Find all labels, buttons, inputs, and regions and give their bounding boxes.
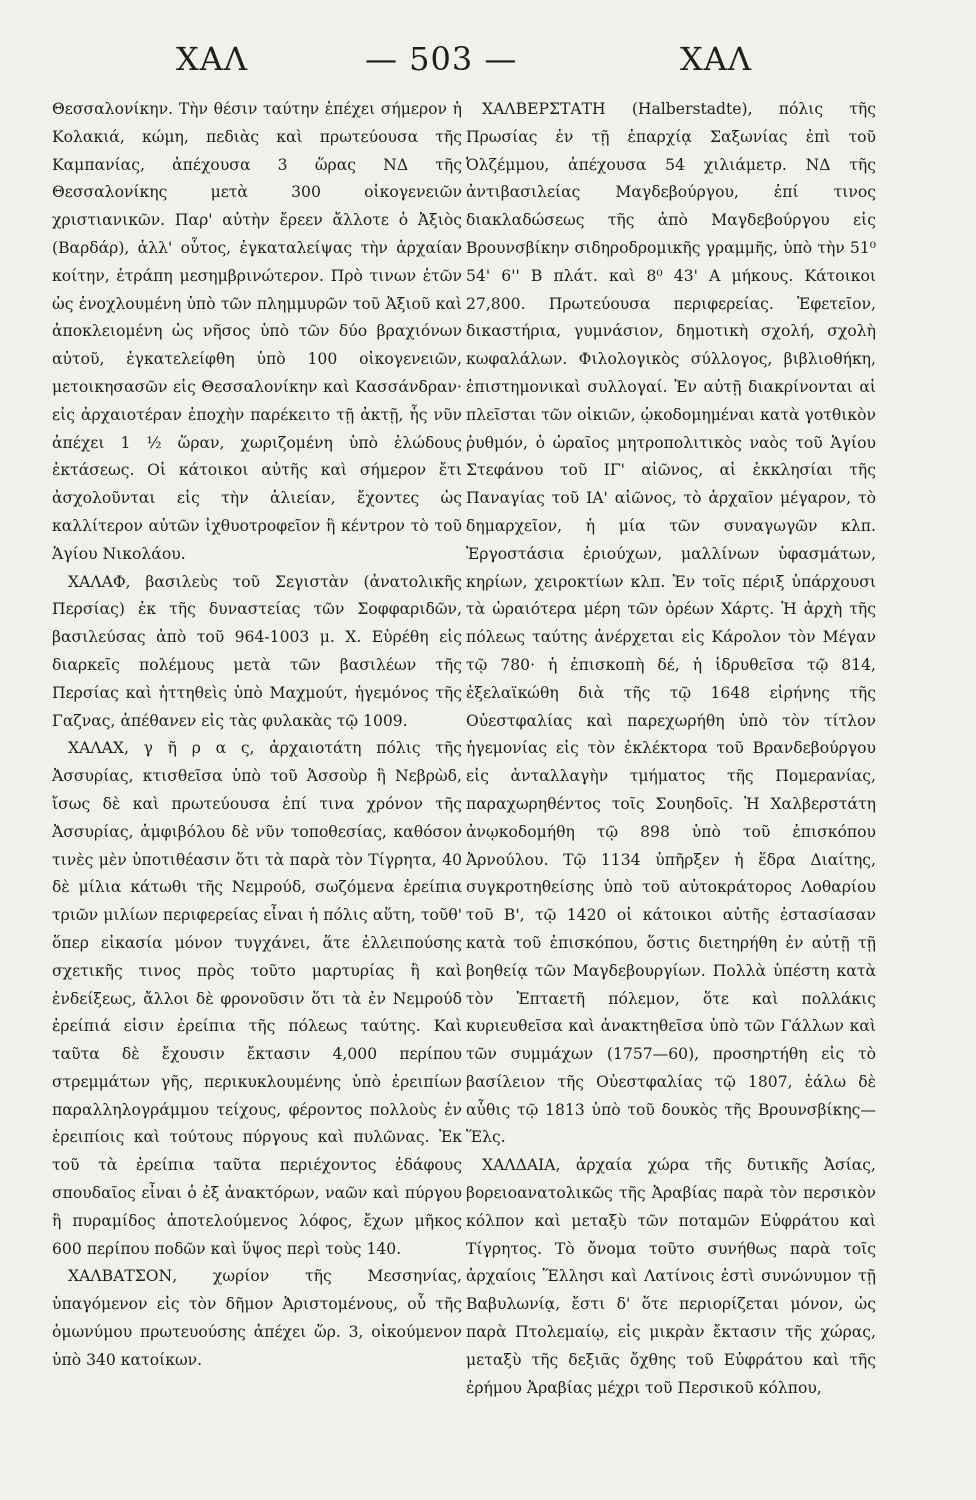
header-left-word: ΧΑΛ (176, 40, 248, 78)
entry-chalaf: ΧΑΛΑΦ, βασιλεὺς τοῦ Σεγιστὰν (ἀνατολικῆς Περσίας) ἐκ τῆς δυναστείας τῶν Σοφφαριδῶν, βασιλεύσας ἀπὸ τοῦ 964-1003 μ. Χ. Εὑρέθη εἰς διαρκεῖς πολέμους μετὰ τῶν βασιλέων τῆς Περσίας καὶ ἡττηθεὶς ὑπὸ Μαχμούτ, ἡγεμόνος τῆς Γαζνας, ἀπέθανεν εἰς τὰς φυλακὰς τῷ 1009. (52, 572, 462, 730)
right-column (466, 96, 876, 1402)
entry-chalach: ΧΑΛΑΧ, γ ῆ ρ α ς, ἀρχαιοτάτη πόλις τῆς Ἀσσυρίας, κτισθεῖσα ὑπὸ τοῦ Ἀσσοὺρ ἢ Νεβρὼδ, ἴσως δὲ καὶ πρωτεύουσα ἐπί τινα χρόνον τῆς Ἀσσυρίας, ἀμφιβόλου δὲ νῦν τοποθεσίας, καθόσον τινὲς μὲν ὑποτιθέασιν ὅτι τὰ παρὰ τὸν Τίγρητα, 40 δὲ μίλια κάτωθι τῆς Νεμρούδ, σωζόμενα ἐρείπια τριῶν μιλίων περιφερείας εἶναι ἡ πόλις αὕτη, τοῦθ' ὅπερ εἰκασία μόνον τυγχάνει, ἅτε ἐλλειπούσης σχετικῆς τινος πρὸς τοῦτο μαρτυρίας ἢ καὶ ἐνδείξεως, ἄλλοι δὲ φρονοῦσιν ὅτι τὰ ἐν Νεμρούδ ἐρείπιά εἰσιν ἐρείπια τῆς πόλεως ταύτης. Καὶ ταῦτα δὲ ἔχουσιν ἔκτασιν 4,000 περίπου στρεμμάτων γῆς, περικυκλουμένης ὑπὸ ἐρειπίων παραλληλογράμμου τείχους, φέροντος πολλοὺς ἐν ἐρειπίοις καὶ τούτους πύργους καὶ πυλῶνας. Ἐκ τοῦ τὰ ἐρείπια ταῦτα περιέχοντος ἐδάφους σπουδαῖος εἶναι ὁ ἐξ ἀνακτόρων, ναῶν καὶ πύργου ἢ πυραμίδος ἀποτελούμενος λόφος, ἔχων μῆκος 600 περίπου ποδῶν καὶ ὕψος περὶ τοὺς 140. (52, 739, 462, 1258)
text-continuation: Θεσσαλονίκην. Τὴν θέσιν ταύτην ἐπέχει σήμερον ἡ Κολακιά, κώμη, πεδιὰς καὶ πρωτεύουσα τῆς Καμπανίας, ἀπέχουσα 3 ὥρας ΝΔ τῆς Θεσσαλονίκης μετὰ 300 οἰκογενειῶν χριστιανικῶν. Παρ' αὐτὴν ἔρεεν ἄλλοτε ὁ Ἀξιὸς (Βαρδάρ), ἀλλ' οὗτος, ἐγκαταλείψας τὴν ἀρχαίαν κοίτην, ἐτράπη μεσημβρινώτερον. Πρὸ τινων ἐτῶν ὡς ἐνοχλουμένη ὑπὸ τῶν πλημμυρῶν τοῦ Ἀξιοῦ καὶ ἀποκλειομένη ὡς νῆσος ὑπὸ τῶν δύο βραχιόνων αὐτοῦ, ἐγκατελείφθη ὑπὸ 100 οἰκογενειῶν, μετοικησασῶν εἰς Θεσσαλονίκην καὶ Κασσάνδραν· εἰς ἀρχαιοτέραν ἐποχὴν παρέκειτο τῇ ἀκτῇ, ἧς νῦν ἀπέχει 1 ½ ὥραν, χωριζομένη ὑπὸ ἑλώδους ἐκτάσεως. Οἱ κάτοικοι αὐτῆς καὶ σήμερον ἔτι ἀσχολοῦνται εἰς τὴν ἁλιείαν, ἔχοντες ὡς καλλίτερον αὐτῶν ἰχθυοτροφεῖον ἢ κέντρον τὸ τοῦ Ἁγίου Νικολάου. (52, 100, 462, 563)
left-column (52, 96, 462, 1375)
entry-chaldaia: ΧΑΛΔΑΙΑ, ἀρχαία χώρα τῆς δυτικῆς Ἀσίας, βορειοανατολικῶς τῆς Ἀραβίας παρὰ τὸν περσικὸν κόλπον καὶ μεταξὺ τῶν ποταμῶν Εὐφράτου καὶ Τίγρητος. Τὸ ὄνομα τοῦτο συνήθως παρὰ τοῖς ἀρχαίοις Ἕλλησι καὶ Λατίνοις ἐστὶ συνώνυμον τῇ Βαβυλωνίᾳ, ἔστι δ' ὅτε περιορίζεται μόνον, ὡς παρὰ Πτολεμαίῳ, εἰς μικρὰν ἔκτασιν τῆς χώρας, μεταξὺ τῆς δεξιᾶς ὄχθης τοῦ Εὐφράτου καὶ τῆς ἐρήμου Ἀραβίας μέχρι τοῦ Περσικοῦ κόλπου, (466, 1156, 876, 1397)
entry-chalverstati: ΧΑΛΒΕΡΣΤΑΤΗ (Halberstadte), πόλις τῆς Πρωσίας ἐν τῇ ἐπαρχίᾳ Σαξωνίας ἐπὶ τοῦ Ὀλζέμμου, ἀπέχουσα 54 χιλιάμετρ. ΝΔ τῆς ἀντιβασιλείας Μαγδεβούργου, ἐπί τινος διακλαδώσεως τῆς ἀπὸ Μαγδεβούργου εἰς Βρουνσβίκην σιδηροδρομικῆς γραμμῆς, ὑπὸ τὴν 51⁰ 54' 6'' Β πλάτ. καὶ 8⁰ 43' Α μήκους. Κάτοικοι 27,800. Πρωτεύουσα περιφερείας. Ἐφετεῖον, δικαστήρια, γυμνάσιον, δημοτικὴ σχολή, σχολὴ κωφαλάλων. Φιλολογικὸς σύλλογος, βιβλιοθήκη, ἐπιστημονικαὶ συλλογαί. Ἐν αὐτῇ διακρίνονται αἱ πλεῖσται τῶν οἰκιῶν, ᾠκοδομημέναι κατὰ γοτθικὸν ῥυθμόν, ὁ ὡραῖος μητροπολιτικὸς ναὸς τοῦ Ἁγίου Στεφάνου τοῦ ΙΓ' αἰῶνος, αἱ ἐκκλησίαι τῆς Παναγίας τοῦ ΙΑ' αἰῶνος, τὸ ἀρχαῖον μέγαρον, τὸ δημαρχεῖον, ἡ μία τῶν συναγωγῶν κλπ. Ἐργοστάσια ἐριούχων, μαλλίνων ὑφασμάτων, κηρίων, χειροκτίων κλπ. Ἐν τοῖς πέριξ ὑπάρχουσι τὰ ὡραιότερα μέρη τῶν ὀρέων Χάρτς. Ἡ ἀρχὴ τῆς πόλεως ταύτης ἀνέρχεται εἰς Κάρολον τὸν Μέγαν τῷ 780· ἡ ἐπισκοπὴ δέ, ἡ ἱδρυθεῖσα τῷ 814, ἐξελαϊκώθη διὰ τῆς τῷ 1648 εἰρήνης τῆς Οὐεστφαλίας καὶ παρεχωρήθη ὑπὸ τὸν τίτλον ἡγεμονίας εἰς τὸν ἐκλέκτορα τοῦ Βρανδεβούργου εἰς ἀνταλλαγὴν τμήματος τῆς Πομερανίας, παραχωρηθέντος τοῖς Σουηδοῖς. Ἡ Χαλβερστάτη ἀνῳκοδομήθη τῷ 898 ὑπὸ τοῦ ἐπισκόπου Ἀρνούλου. Τῷ 1134 ὑπῆρξεν ἡ ἕδρα Διαίτης, συγκροτηθείσης ὑπὸ τοῦ αὐτοκράτορος Λοθαρίου τοῦ Β', τῷ 1420 οἱ κάτοικοι αὐτῆς ἐστασίασαν κατὰ τοῦ ἐπισκόπου, ὅστις διετηρήθη ἐν αὐτῇ τῇ βοηθείᾳ τῶν Μαγδεβουργίων. Πολλὰ ὑπέστη κατὰ τὸν Ἑπταετῆ πόλεμον, ὅτε καὶ πολλάκις κυριευθεῖσα καὶ ἀνακτηθεῖσα ὑπὸ τῶν Γάλλων καὶ τῶν συμμάχων (1757—60), προσηρτήθη εἰς τὸ βασίλειον τῆς Οὐεστφαλίας τῷ 1807, ἑάλω δὲ αὖθις τῷ 1813 ὑπὸ τοῦ δουκὸς τῆς Βρουνσβίκης—Ἕλς. (466, 100, 876, 1147)
header-right-word: ΧΑΛ (680, 40, 752, 78)
running-header (150, 40, 790, 90)
entry-chalvatson: ΧΑΛΒΑΤΣΟΝ, χωρίον τῆς Μεσσηνίας, ὑπαγόμενον εἰς τὸν δῆμον Ἀριστομένους, οὗ τῆς ὁμωνύμου πρωτευούσης ἀπέχει ὥρ. 3, οἰκούμενον ὑπὸ 340 κατοίκων. (52, 1267, 462, 1369)
page-number: — 503 — (365, 40, 518, 78)
